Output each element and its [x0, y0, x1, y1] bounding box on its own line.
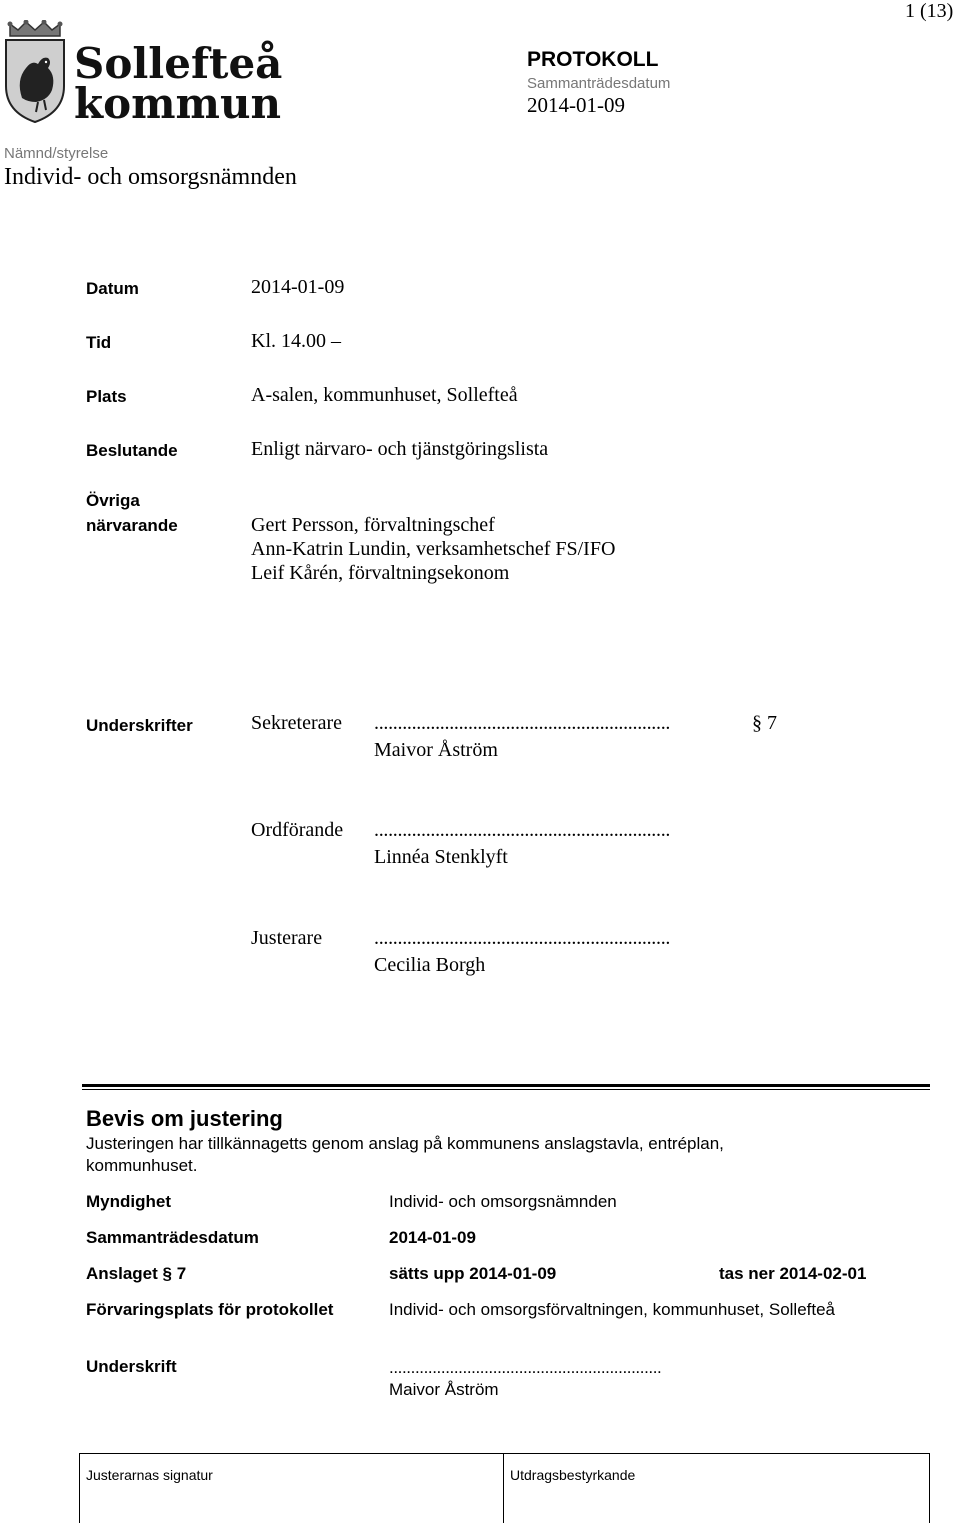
logo-text-line1: Sollefteå	[74, 39, 283, 88]
signatures-label: Underskrifter	[86, 716, 193, 735]
adjuster-signature-line: ...............................................................	[374, 927, 671, 949]
adjusters-signature-cell	[80, 1454, 504, 1523]
date-value: 2014-01-09	[251, 276, 345, 298]
cert-meeting-date-label: Sammanträdesdatum	[86, 1228, 259, 1247]
date-label: Datum	[86, 279, 139, 298]
notice-label: Anslaget § 7	[86, 1264, 187, 1283]
secretary-paragraph: § 7	[752, 712, 777, 734]
secretary-name: Maivor Åström	[374, 739, 498, 761]
signature-line: ...............................................................	[389, 1358, 662, 1377]
others-label-line1: Övriga	[86, 491, 140, 510]
adjuster-role: Justerare	[251, 927, 323, 949]
chair-name: Linnéa Stenklyft	[374, 846, 508, 868]
certificate-text-line1: Justeringen har tillkännagetts genom anslag på kommunens anslagstavla, entréplan,	[86, 1134, 724, 1153]
board-name: Individ- och omsorgsnämnden	[4, 164, 297, 190]
deciding-value: Enligt närvaro- och tjänstgöringslista	[251, 438, 549, 460]
page-number: 1 (13)	[905, 0, 954, 22]
document-type: PROTOKOLL	[527, 48, 659, 71]
others-item: Gert Persson, förvaltningschef	[251, 514, 495, 536]
authority-label: Myndighet	[86, 1192, 171, 1211]
posted-value: sätts upp 2014-01-09	[389, 1264, 557, 1283]
board-label: Nämnd/styrelse	[4, 145, 109, 162]
time-value: Kl. 14.00 –	[251, 330, 341, 352]
place-value: A-salen, kommunhuset, Sollefteå	[251, 384, 518, 406]
others-item: Leif Kårén, förvaltningsekonom	[251, 562, 510, 584]
extract-certifying-cell	[504, 1454, 928, 1523]
meeting-date: 2014-01-09	[527, 93, 625, 117]
storage-value: Individ- och omsorgsförvaltningen, kommunhuset, Sollefteå	[389, 1300, 836, 1319]
coat-of-arms-icon	[2, 20, 68, 124]
storage-label: Förvaringsplats för protokollet	[86, 1300, 334, 1319]
deciding-label: Beslutande	[86, 441, 178, 460]
extract-certifying-label: Utdragsbestyrkande	[510, 1467, 636, 1483]
cert-meeting-date-value: 2014-01-09	[389, 1228, 476, 1247]
certificate-text-line2: kommunhuset.	[86, 1156, 198, 1175]
secretary-signature-line: ...............................................................	[374, 712, 671, 734]
signature-name: Maivor Åström	[389, 1380, 499, 1399]
logo-text-line2: kommun	[74, 79, 282, 128]
adjuster-name: Cecilia Borgh	[374, 954, 486, 976]
meeting-date-label: Sammanträdesdatum	[527, 75, 671, 92]
removed-value: tas ner 2014-02-01	[719, 1264, 867, 1283]
chair-role: Ordförande	[251, 819, 344, 841]
others-label-line2: närvarande	[86, 516, 178, 535]
time-label: Tid	[86, 333, 112, 352]
chair-signature-line: ...............................................................	[374, 819, 671, 841]
authority-value: Individ- och omsorgsnämnden	[389, 1192, 617, 1211]
place-label: Plats	[86, 387, 127, 406]
municipality-logo	[2, 20, 283, 128]
divider-thick	[82, 1084, 930, 1087]
divider-thin	[82, 1089, 930, 1090]
others-item: Ann-Katrin Lundin, verksamhetschef FS/IFO	[251, 538, 616, 560]
signature-label: Underskrift	[86, 1357, 177, 1376]
adjusters-signature-label: Justerarnas signatur	[86, 1467, 213, 1483]
footer-signature-table	[79, 1453, 930, 1523]
certificate-title: Bevis om justering	[86, 1106, 283, 1131]
secretary-role: Sekreterare	[251, 712, 343, 734]
